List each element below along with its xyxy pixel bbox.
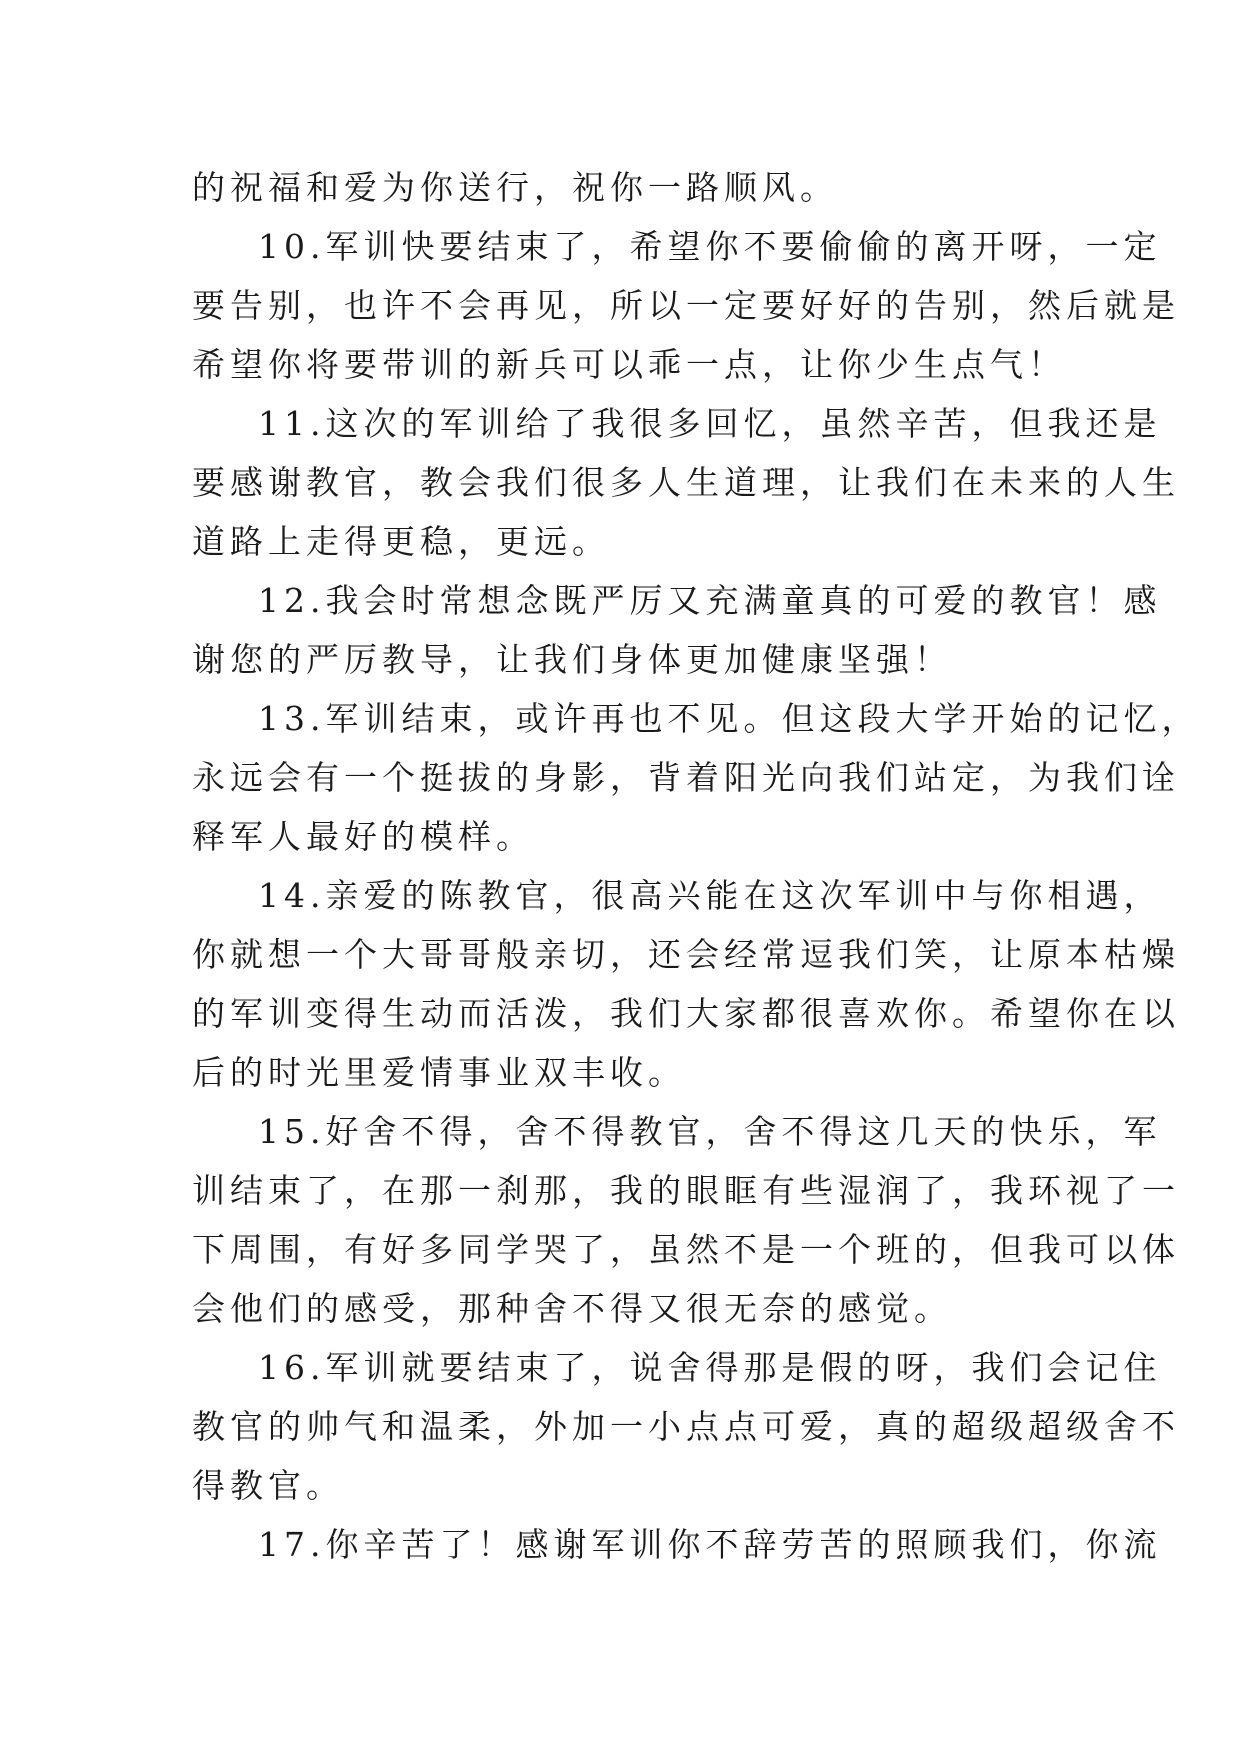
- text-line: 的祝福和爱为你送行，祝你一路顺风。: [192, 168, 838, 207]
- text-line: 要感谢教官，教会我们很多人生道理，让我们在未来的人生: [192, 463, 1180, 502]
- paragraph: [192, 1338, 1180, 1515]
- document-body: [192, 158, 1200, 1574]
- text-line: 后的时光里爱情事业双丰收。: [192, 1053, 686, 1092]
- text-line: 谢您的严厉教导，让我们身体更加健康坚强！: [192, 640, 952, 679]
- paragraph: [192, 217, 1180, 394]
- text-line: 会他们的感受，那种舍不得又很无奈的感觉。: [192, 1289, 952, 1328]
- text-line: 14.亲爱的陈教官，很高兴能在这次军训中与你相遇，: [258, 876, 1162, 915]
- text-line: 17.你辛苦了！感谢军训你不辞劳苦的照顾我们，你流: [258, 1525, 1162, 1564]
- text-line: 你就想一个大哥哥般亲切，还会经常逗我们笑，让原本枯燥: [192, 935, 1180, 974]
- text-line: 12.我会时常想念既严厉又充满童真的可爱的教官！感: [258, 581, 1162, 620]
- text-line: 15.好舍不得，舍不得教官，舍不得这几天的快乐，军: [258, 1112, 1162, 1151]
- text-line: 得教官。: [192, 1466, 344, 1505]
- paragraph: [192, 394, 1180, 571]
- paragraph: [192, 689, 1200, 866]
- text-line: 下周围，有好多同学哭了，虽然不是一个班的，但我可以体: [192, 1230, 1180, 1269]
- text-line: 16.军训就要结束了，说舍得那是假的呀，我们会记住: [258, 1348, 1162, 1387]
- text-line: 13.军训结束，或许再也不见。但这段大学开始的记忆，: [258, 699, 1200, 738]
- paragraph: [192, 866, 1180, 1102]
- paragraph: [192, 158, 1072, 217]
- paragraph: [192, 571, 1162, 689]
- text-line: 训结束了，在那一刹那，我的眼眶有些湿润了，我环视了一: [192, 1171, 1180, 1210]
- text-line: 教官的帅气和温柔，外加一小点点可爱，真的超级超级舍不: [192, 1407, 1180, 1446]
- paragraph: [192, 1102, 1180, 1338]
- text-line: 释军人最好的模样。: [192, 817, 534, 856]
- paragraph: [192, 1515, 1162, 1574]
- text-line: 10.军训快要结束了，希望你不要偷偷的离开呀，一定: [258, 227, 1162, 266]
- text-line: 的军训变得生动而活泼，我们大家都很喜欢你。希望你在以: [192, 994, 1180, 1033]
- text-line: 希望你将要带训的新兵可以乖一点，让你少生点气！: [192, 345, 1066, 384]
- text-line: 11.这次的军训给了我很多回忆，虽然辛苦，但我还是: [258, 404, 1162, 443]
- text-line: 永远会有一个挺拔的身影，背着阳光向我们站定，为我们诠: [192, 758, 1180, 797]
- text-line: 道路上走得更稳，更远。: [192, 522, 610, 561]
- text-line: 要告别，也许不会再见，所以一定要好好的告别，然后就是: [192, 286, 1180, 325]
